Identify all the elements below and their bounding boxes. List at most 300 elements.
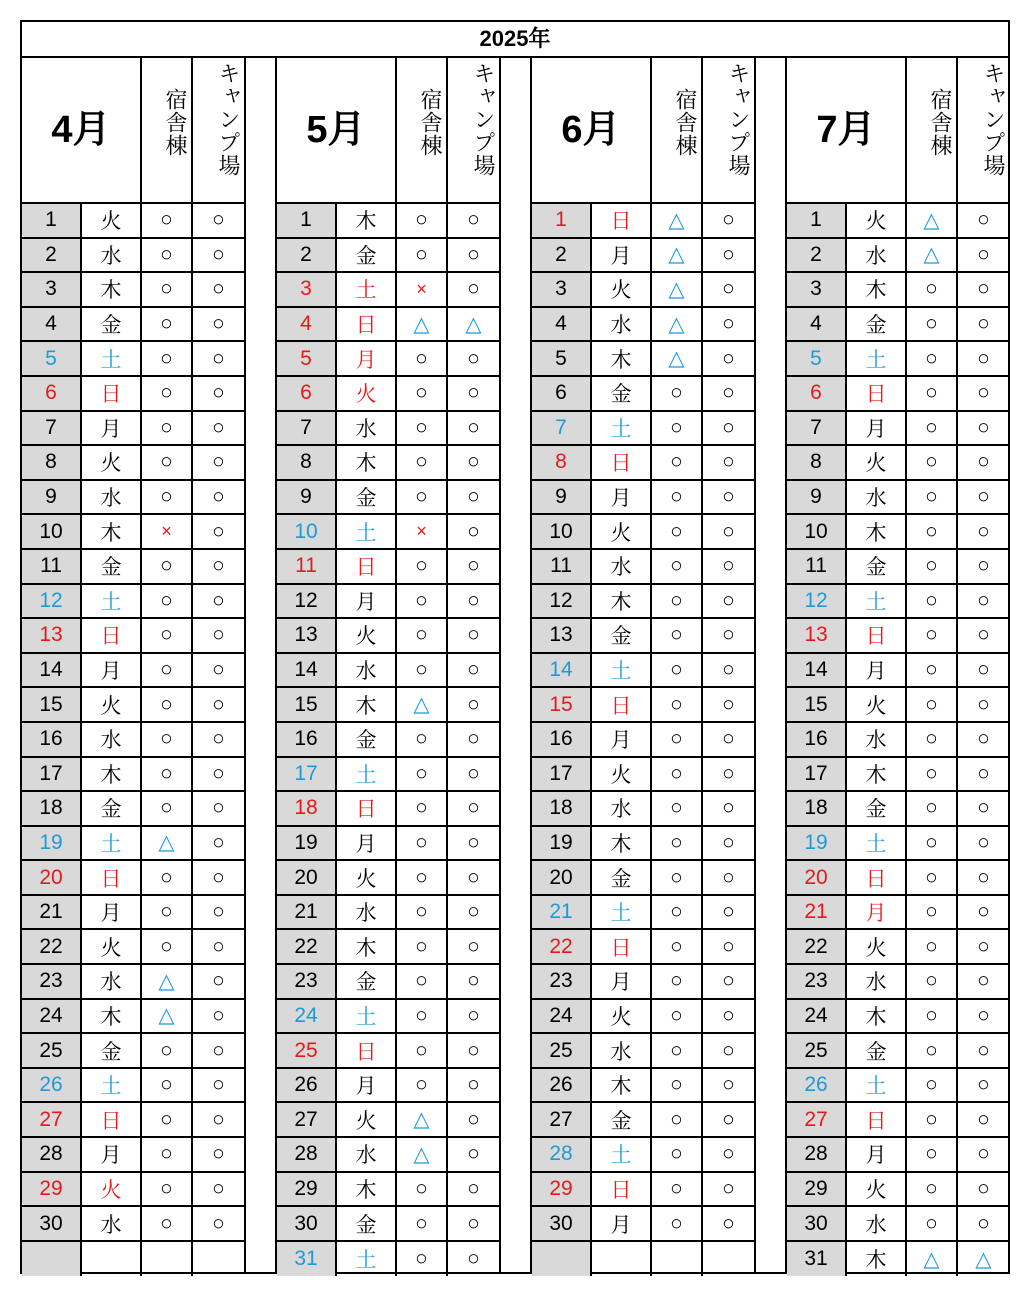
day-row [22, 861, 244, 896]
month-header [22, 58, 244, 202]
month-label: 7月 [787, 58, 907, 202]
weekday: 土 [337, 1242, 397, 1277]
lodging-status: ○ [397, 930, 448, 963]
column-header-camp: キャンプ場 [471, 62, 496, 177]
weekday: 土 [82, 342, 142, 375]
day-number: 15 [532, 688, 592, 721]
day-row [787, 412, 1009, 447]
lodging-status: ○ [907, 377, 958, 410]
day-number: 11 [277, 550, 337, 583]
day-row [277, 239, 499, 274]
lodging-status: ○ [142, 481, 193, 514]
day-row [277, 1173, 499, 1208]
day-number: 31 [277, 1242, 337, 1277]
day-row [277, 654, 499, 689]
weekday: 日 [592, 204, 652, 237]
day-number: 21 [787, 896, 847, 929]
weekday: 日 [337, 1034, 397, 1067]
weekday: 金 [82, 1034, 142, 1067]
weekday: 土 [337, 1000, 397, 1033]
day-row [277, 412, 499, 447]
month-block [22, 58, 244, 1272]
camp-status: ○ [722, 588, 735, 612]
month-label: 6月 [532, 58, 652, 202]
day-number: 23 [277, 965, 337, 998]
day-row [22, 827, 244, 862]
lodging-status: ○ [142, 308, 193, 341]
camp-status: ○ [977, 934, 990, 958]
weekday: 火 [847, 204, 907, 237]
lodging-status: ○ [397, 792, 448, 825]
weekday: 日 [82, 377, 142, 410]
day-number: 12 [787, 585, 847, 618]
weekday: 月 [82, 412, 142, 445]
day-number: 7 [532, 412, 592, 445]
day-row [532, 1000, 754, 1035]
day-number: 23 [787, 965, 847, 998]
day-number: 28 [277, 1138, 337, 1171]
weekday: 月 [847, 654, 907, 687]
day-row [277, 1242, 499, 1277]
day-row [532, 1138, 754, 1173]
day-number: 25 [787, 1034, 847, 1067]
lodging-status: ○ [652, 965, 703, 998]
day-row [787, 585, 1009, 620]
day-number: 23 [22, 965, 82, 998]
day-number: 29 [22, 1173, 82, 1206]
day-row [277, 342, 499, 377]
page-title: 2025年 [22, 22, 1008, 58]
day-number: 3 [532, 273, 592, 306]
lodging-status: ○ [907, 654, 958, 687]
camp-status: ○ [722, 761, 735, 785]
camp-status: ○ [977, 865, 990, 889]
weekday: 金 [337, 965, 397, 998]
camp-status: ○ [977, 346, 990, 370]
day-row [277, 965, 499, 1000]
day-number: 14 [532, 654, 592, 687]
day-number: 10 [277, 515, 337, 548]
lodging-status: ○ [907, 930, 958, 963]
day-number: 1 [22, 204, 82, 237]
lodging-status: ○ [907, 273, 958, 306]
month-block [787, 58, 1009, 1272]
day-row [277, 930, 499, 965]
weekday: 木 [337, 1173, 397, 1206]
day-row [277, 1000, 499, 1035]
lodging-status: ○ [652, 930, 703, 963]
camp-status: ○ [212, 277, 225, 301]
camp-status: ○ [977, 554, 990, 578]
camp-status: ○ [467, 969, 480, 993]
day-number: 1 [787, 204, 847, 237]
day-row [787, 1138, 1009, 1173]
day-row [277, 723, 499, 758]
day-number: 26 [532, 1069, 592, 1102]
lodging-status: △ [907, 239, 958, 272]
column-header-lodging: 宿舎棟 [397, 58, 448, 202]
day-number: 2 [22, 239, 82, 272]
camp-status: ○ [722, 969, 735, 993]
lodging-status: × [397, 515, 448, 548]
weekday: 月 [592, 723, 652, 756]
weekday: 月 [337, 827, 397, 860]
day-number: 26 [277, 1069, 337, 1102]
weekday: 土 [847, 342, 907, 375]
weekday: 月 [592, 965, 652, 998]
weekday: 火 [592, 1000, 652, 1033]
day-number: 23 [532, 965, 592, 998]
weekday: 火 [592, 273, 652, 306]
column-header-lodging: 宿舎棟 [907, 58, 958, 202]
weekday: 金 [592, 377, 652, 410]
weekday: 金 [592, 1103, 652, 1136]
day-row [22, 654, 244, 689]
lodging-status: ○ [652, 654, 703, 687]
lodging-status: ○ [652, 1173, 703, 1206]
camp-status: ○ [212, 865, 225, 889]
weekday: 水 [337, 1138, 397, 1171]
lodging-status: △ [907, 1242, 958, 1277]
camp-status: ○ [212, 485, 225, 509]
day-number: 22 [532, 930, 592, 963]
camp-status: ○ [977, 519, 990, 543]
camp-status: ○ [467, 588, 480, 612]
lodging-status: △ [652, 273, 703, 306]
lodging-status: △ [397, 1103, 448, 1136]
day-row [277, 1103, 499, 1138]
lodging-status: ○ [907, 412, 958, 445]
camp-status: ○ [977, 727, 990, 751]
day-row [277, 792, 499, 827]
day-number: 13 [277, 619, 337, 652]
camp-status: ○ [467, 623, 480, 647]
camp-status: ○ [977, 692, 990, 716]
lodging-status: ○ [397, 377, 448, 410]
camp-status: ○ [212, 658, 225, 682]
camp-status: ○ [722, 312, 735, 336]
weekday: 木 [592, 827, 652, 860]
lodging-status: △ [142, 827, 193, 860]
day-number: 12 [22, 585, 82, 618]
day-row [277, 550, 499, 585]
day-number: 4 [532, 308, 592, 341]
camp-status: ○ [977, 623, 990, 647]
day-number: 14 [277, 654, 337, 687]
day-number: 3 [22, 273, 82, 306]
lodging-status: ○ [142, 1138, 193, 1171]
camp-status: ○ [212, 1038, 225, 1062]
lodging-status: ○ [142, 239, 193, 272]
day-number: 17 [532, 758, 592, 791]
camp-status: ○ [467, 277, 480, 301]
day-row [277, 377, 499, 412]
camp-status: ○ [467, 692, 480, 716]
lodging-status: △ [142, 1000, 193, 1033]
lodging-status: ○ [907, 1069, 958, 1102]
weekday: 金 [847, 308, 907, 341]
weekday: 水 [82, 239, 142, 272]
camp-status: ○ [722, 208, 735, 232]
weekday: 火 [337, 619, 397, 652]
weekday: 木 [82, 273, 142, 306]
lodging-status: ○ [652, 550, 703, 583]
day-row [22, 412, 244, 447]
day-number: 20 [787, 861, 847, 894]
lodging-status: ○ [397, 619, 448, 652]
weekday: 木 [82, 515, 142, 548]
day-row [532, 585, 754, 620]
lodging-status: × [397, 273, 448, 306]
camp-status: ○ [977, 1003, 990, 1027]
camp-status: ○ [467, 1142, 480, 1166]
day-number: 30 [277, 1207, 337, 1240]
lodging-status: ○ [397, 1207, 448, 1240]
weekday: 水 [337, 896, 397, 929]
lodging-status: ○ [142, 723, 193, 756]
day-number: 9 [277, 481, 337, 514]
month-spacer [499, 58, 532, 1272]
lodging-status: ○ [142, 930, 193, 963]
day-row [787, 930, 1009, 965]
lodging-status: × [142, 515, 193, 548]
weekday: 日 [592, 1173, 652, 1206]
day-number: 8 [787, 446, 847, 479]
day-row [787, 308, 1009, 343]
weekday [82, 1242, 142, 1277]
camp-status: ○ [212, 554, 225, 578]
day-number: 7 [787, 412, 847, 445]
day-row [787, 758, 1009, 793]
weekday: 日 [847, 377, 907, 410]
camp-status: ○ [212, 1073, 225, 1097]
lodging-status: ○ [397, 1034, 448, 1067]
camp-status: ○ [212, 796, 225, 820]
weekday: 月 [592, 1207, 652, 1240]
weekday: 日 [82, 1103, 142, 1136]
camp-status: ○ [467, 1211, 480, 1235]
day-row [22, 1000, 244, 1035]
camp-status: ○ [212, 900, 225, 924]
lodging-status: ○ [652, 446, 703, 479]
camp-status: ○ [212, 415, 225, 439]
weekday: 月 [337, 342, 397, 375]
calendar-frame [20, 20, 1010, 1274]
column-header-lodging: 宿舎棟 [652, 58, 703, 202]
lodging-status: ○ [397, 1069, 448, 1102]
camp-status: ○ [212, 1107, 225, 1131]
weekday: 月 [847, 1138, 907, 1171]
day-row [277, 619, 499, 654]
column-header-camp: キャンプ場 [726, 62, 751, 177]
day-number: 19 [277, 827, 337, 860]
day-number: 18 [787, 792, 847, 825]
lodging-status: ○ [397, 654, 448, 687]
day-row [532, 861, 754, 896]
day-number [532, 1242, 592, 1277]
weekday: 木 [592, 585, 652, 618]
weekday: 火 [82, 1173, 142, 1206]
day-number: 14 [22, 654, 82, 687]
camp-status: ○ [722, 519, 735, 543]
camp-status: ○ [212, 1176, 225, 1200]
day-row [532, 1034, 754, 1069]
weekday: 水 [337, 654, 397, 687]
day-number: 27 [22, 1103, 82, 1136]
weekday: 日 [337, 792, 397, 825]
day-number: 17 [277, 758, 337, 791]
day-row [277, 1138, 499, 1173]
lodging-status: ○ [652, 1034, 703, 1067]
weekday: 日 [847, 1103, 907, 1136]
day-row [277, 204, 499, 239]
camp-status: ○ [212, 381, 225, 405]
lodging-status: ○ [652, 827, 703, 860]
day-row [787, 481, 1009, 516]
lodging-status: ○ [397, 481, 448, 514]
weekday: 金 [337, 723, 397, 756]
camp-status: ○ [467, 242, 480, 266]
lodging-status: ○ [142, 792, 193, 825]
lodging-status: ○ [652, 758, 703, 791]
lodging-status: ○ [907, 1173, 958, 1206]
day-number: 27 [532, 1103, 592, 1136]
day-number: 26 [787, 1069, 847, 1102]
lodging-status: ○ [907, 1207, 958, 1240]
camp-status: ○ [212, 761, 225, 785]
weekday: 金 [337, 1207, 397, 1240]
camp-status: ○ [212, 1211, 225, 1235]
camp-status: ○ [467, 1176, 480, 1200]
day-row [22, 377, 244, 412]
day-number: 2 [532, 239, 592, 272]
weekday: 金 [847, 550, 907, 583]
weekday: 木 [82, 1000, 142, 1033]
day-row [277, 1207, 499, 1242]
day-number: 1 [277, 204, 337, 237]
camp-status: ○ [977, 1142, 990, 1166]
weekday: 水 [82, 1207, 142, 1240]
weekday: 火 [337, 377, 397, 410]
day-row [22, 1242, 244, 1277]
day-row [532, 308, 754, 343]
lodging-status: ○ [142, 1034, 193, 1067]
day-row [532, 792, 754, 827]
day-row [787, 1103, 1009, 1138]
lodging-status: ○ [907, 1034, 958, 1067]
weekday: 土 [337, 273, 397, 306]
lodging-status: ○ [907, 342, 958, 375]
weekday: 火 [592, 758, 652, 791]
camp-status: ○ [212, 692, 225, 716]
camp-status: ○ [722, 658, 735, 682]
day-row [22, 930, 244, 965]
day-number: 6 [277, 377, 337, 410]
day-number: 16 [277, 723, 337, 756]
day-number: 10 [787, 515, 847, 548]
lodging-status: ○ [397, 204, 448, 237]
weekday: 水 [847, 481, 907, 514]
camp-status: ○ [212, 1003, 225, 1027]
weekday: 日 [82, 861, 142, 894]
camp-status: ○ [722, 346, 735, 370]
day-number: 10 [22, 515, 82, 548]
weekday: 木 [592, 1069, 652, 1102]
month-label: 5月 [277, 58, 397, 202]
day-row [277, 308, 499, 343]
day-row [532, 1173, 754, 1208]
camp-status: ○ [722, 796, 735, 820]
camp-status: ○ [977, 588, 990, 612]
weekday: 木 [847, 1000, 907, 1033]
day-number: 22 [787, 930, 847, 963]
day-row [787, 861, 1009, 896]
month-spacer [754, 58, 787, 1272]
day-row [22, 239, 244, 274]
camp-status: ○ [977, 415, 990, 439]
day-row [532, 619, 754, 654]
day-row [22, 965, 244, 1000]
lodging-status: ○ [907, 1000, 958, 1033]
camp-status: ○ [467, 796, 480, 820]
lodging-status: ○ [397, 1242, 448, 1277]
weekday: 火 [82, 930, 142, 963]
weekday: 水 [592, 792, 652, 825]
lodging-status: ○ [652, 412, 703, 445]
weekday: 火 [847, 930, 907, 963]
day-row [277, 758, 499, 793]
day-number: 27 [787, 1103, 847, 1136]
day-number: 9 [787, 481, 847, 514]
weekday: 月 [847, 412, 907, 445]
lodging-status: ○ [397, 1173, 448, 1206]
day-number: 1 [532, 204, 592, 237]
weekday: 土 [592, 654, 652, 687]
column-header-camp: キャンプ場 [981, 62, 1006, 177]
day-number: 22 [277, 930, 337, 963]
camp-status: ○ [467, 1073, 480, 1097]
day-list [532, 202, 754, 1276]
lodging-status: △ [652, 204, 703, 237]
camp-status: ○ [467, 450, 480, 474]
weekday: 土 [337, 515, 397, 548]
weekday: 水 [82, 965, 142, 998]
day-number: 30 [532, 1207, 592, 1240]
day-row [787, 965, 1009, 1000]
day-row [22, 515, 244, 550]
camp-status: ○ [722, 1003, 735, 1027]
weekday: 水 [847, 965, 907, 998]
day-row [22, 1207, 244, 1242]
day-row [277, 896, 499, 931]
day-number: 13 [22, 619, 82, 652]
day-row [532, 1103, 754, 1138]
day-number: 7 [277, 412, 337, 445]
weekday: 木 [82, 758, 142, 791]
month-header [277, 58, 499, 202]
weekday: 水 [847, 723, 907, 756]
camp-status: ○ [977, 242, 990, 266]
camp-status: ○ [467, 934, 480, 958]
camp-status: ○ [212, 1142, 225, 1166]
camp-status: ○ [977, 1176, 990, 1200]
weekday: 水 [592, 308, 652, 341]
lodging-status: ○ [907, 688, 958, 721]
lodging-status: ○ [907, 758, 958, 791]
lodging-status: ○ [397, 1000, 448, 1033]
day-number: 3 [787, 273, 847, 306]
day-row [22, 688, 244, 723]
